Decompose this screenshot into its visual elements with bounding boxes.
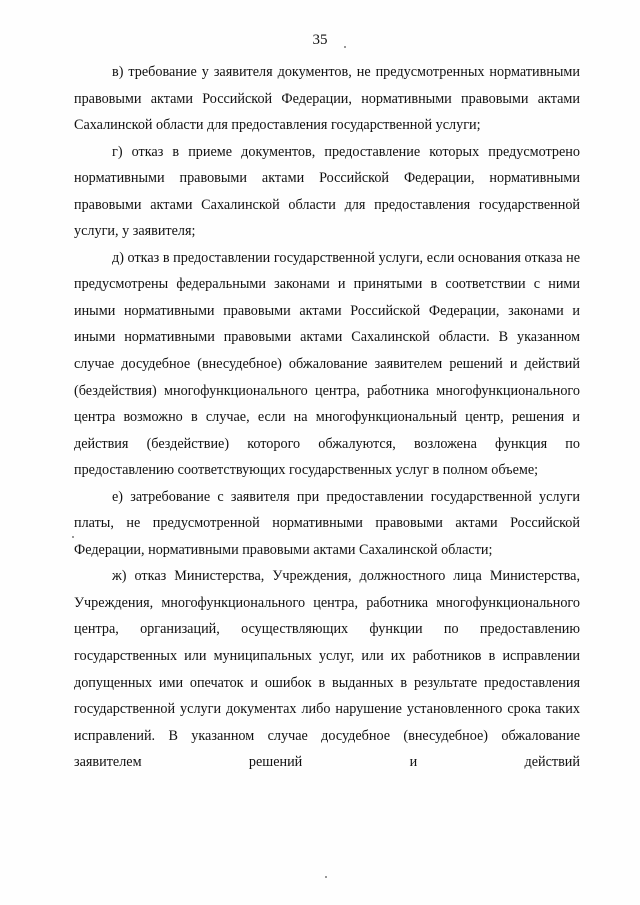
paragraph-item-zh: ж) отказ Министерства, Учреждения, должностного лица Министерства, Учреждения, многофункционального центра, работника многофункционального центра, организаций, осуществляющих функции по предоставлению государственных или муниципальных услуг, или их работников в исправлении допущенных ими опечаток и ошибок в выданных в результате предоставления государственной услуги документах либо нарушение установленного срока таких исправлений. В указанном случае досудебное (внесудебное) обжалование заявителем решений и действий xyxy=(74,568,580,771)
paragraph-item-v: в) требование у заявителя документов, не предусмотренных нормативными правовыми актами Российской Федерации, нормативными правовыми актами Сахалинской области для предоставления государственной услуги; xyxy=(74,64,580,134)
paragraph-item-g: г) отказ в приеме документов, предоставление которых предусмотрено нормативными правовыми актами Российской Федерации, нормативными правовыми актами Сахалинской области для предоставления государственной услуги, у заявителя; xyxy=(74,143,580,240)
page-body xyxy=(74,59,580,776)
scan-speck xyxy=(72,536,74,538)
scan-speck xyxy=(344,46,346,48)
scan-speck xyxy=(325,876,327,878)
paragraph-item-e: е) затребование с заявителя при предоставлении государственной услуги платы, не предусмотренной нормативными правовыми актами Российской Федерации, нормативными правовыми актами Сахалинской области; xyxy=(74,488,580,558)
page-number: 35 xyxy=(312,32,328,48)
paragraph-item-d: д) отказ в предоставлении государственной услуги, если основания отказа не предусмотрены федеральными законами и принятыми в соответствии с ними иными нормативными правовыми актами Российской Федерации, законами и иными нормативными правовыми актами Сахалинской области. В указанном случае досудебное (внесудебное) обжалование заявителем решений и действий (бездействия) многофункционального центра, работника многофункционального центра возможно в случае, если на многофункциональный центр, решения и действия (бездействие) которого обжалуются, возложена функция по предоставлению соответствующих государственных услуг в полном объеме; xyxy=(74,249,580,479)
